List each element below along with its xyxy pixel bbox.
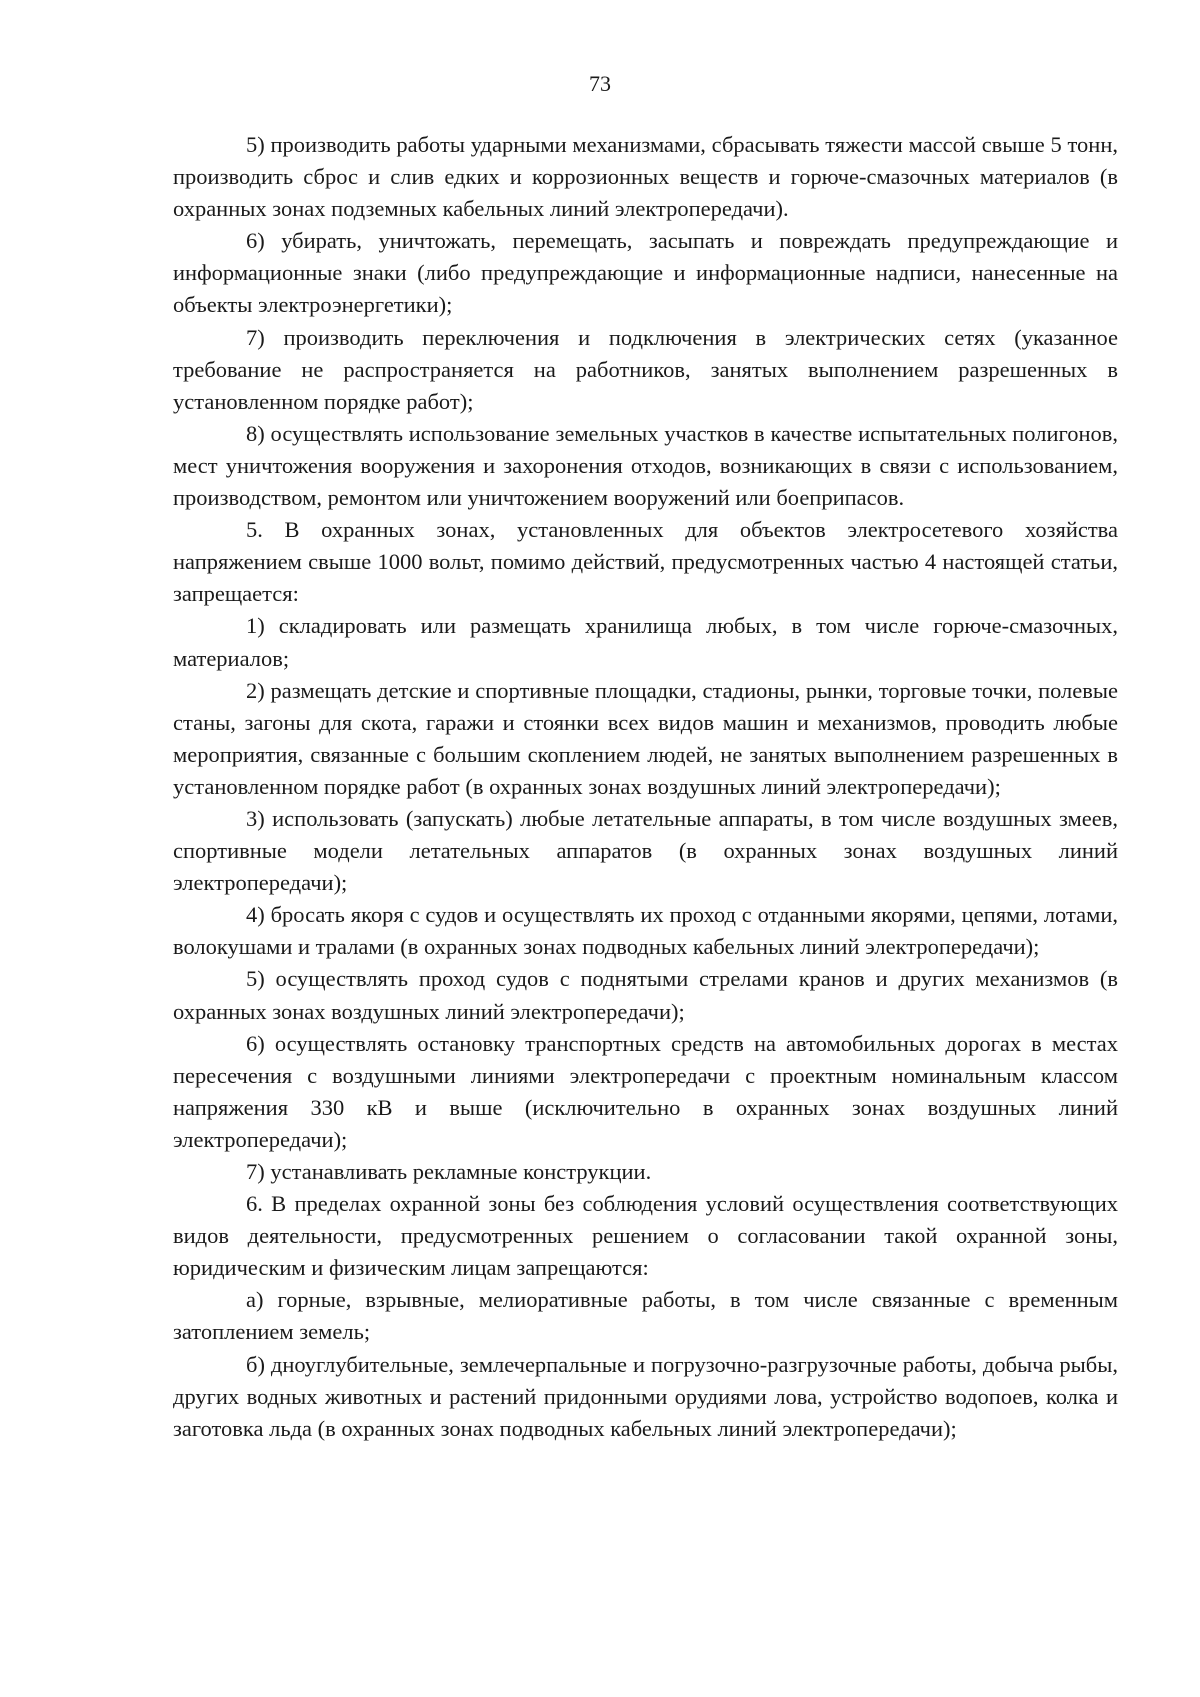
paragraph: 7) производить переключения и подключения в электрических сетях (указанное требование не распространяется на работников, занятых выполнением разрешенных в установленном порядке работ); bbox=[173, 324, 1118, 414]
paragraph: 6. В пределах охранной зоны без соблюдения условий осуществления соответствующих видов деятельности, предусмотренных решением о согласовании такой охранной зоны, юридическим и физическим лицам запрещаются: bbox=[173, 1191, 1118, 1281]
paragraph: 6) убирать, уничтожать, перемещать, засыпать и повреждать предупреждающие и информационные знаки (либо предупреждающие и информационные надписи, нанесенные на объекты электроэнергетики); bbox=[173, 228, 1118, 318]
paragraph: 4) бросать якоря с судов и осуществлять их проход с отданными якорями, цепями, лотами, волокушами и тралами (в охранных зонах подводных кабельных линий электропередачи); bbox=[173, 902, 1118, 960]
page-number: 73 bbox=[589, 71, 611, 96]
paragraph: 5) производить работы ударными механизмами, сбрасывать тяжести массой свыше 5 тонн, производить сброс и слив едких и коррозионных веществ и горюче-смазочных материалов (в охранных зонах подземных кабельных линий электропередачи). bbox=[173, 132, 1118, 222]
paragraph: 7) устанавливать рекламные конструкции. bbox=[246, 1159, 652, 1184]
paragraph: 8) осуществлять использование земельных участков в качестве испытательных полигонов, мест уничтожения вооружения и захоронения отходов, возникающих в связи с использованием, производством, ремонтом или уничтожением вооружений или боеприпасов. bbox=[173, 420, 1118, 511]
paragraph: 3) использовать (запускать) любые летательные аппараты, в том числе воздушных змеев, спортивные модели летательных аппаратов (в охранных зонах воздушных линий электропередачи); bbox=[173, 805, 1118, 896]
paragraph: 5. В охранных зонах, установленных для объектов электросетевого хозяйства напряжением свыше 1000 вольт, помимо действий, предусмотренных частью 4 настоящей статьи, запрещается: bbox=[173, 517, 1118, 607]
paragraph: 1) складировать или размещать хранилища любых, в том числе горюче-смазочных, материалов; bbox=[173, 613, 1118, 671]
paragraph: 5) осуществлять проход судов с поднятыми стрелами кранов и других механизмов (в охранных зонах воздушных линий электропередачи); bbox=[173, 966, 1118, 1024]
paragraph: 6) осуществлять остановку транспортных средств на автомобильных дорогах в местах пересечения с воздушными линиями электропередачи с проектным номинальным классом напряжения 330 кВ и выше (исключительно в охранных зонах воздушных линий электропередачи); bbox=[173, 1030, 1118, 1152]
paragraph: а) горные, взрывные, мелиоративные работы, в том числе связанные с временным затоплением земель; bbox=[173, 1287, 1118, 1345]
document-body bbox=[173, 129, 1118, 1445]
paragraph: 2) размещать детские и спортивные площадки, стадионы, рынки, торговые точки, полевые станы, загоны для скота, гаражи и стоянки всех видов машин и механизмов, проводить любые мероприятия, связанные с большим скоплением людей, не занятых выполнением разрешенных в установленном порядке работ (в охранных зонах воздушных линий электропередачи); bbox=[173, 677, 1118, 799]
paragraph: б) дноуглубительные, землечерпальные и погрузочно-разгрузочные работы, добыча рыбы, других водных животных и растений придонными орудиями лова, устройство водопоев, колка и заготовка льда (в охранных зонах подводных кабельных линий электропередачи); bbox=[173, 1351, 1118, 1441]
